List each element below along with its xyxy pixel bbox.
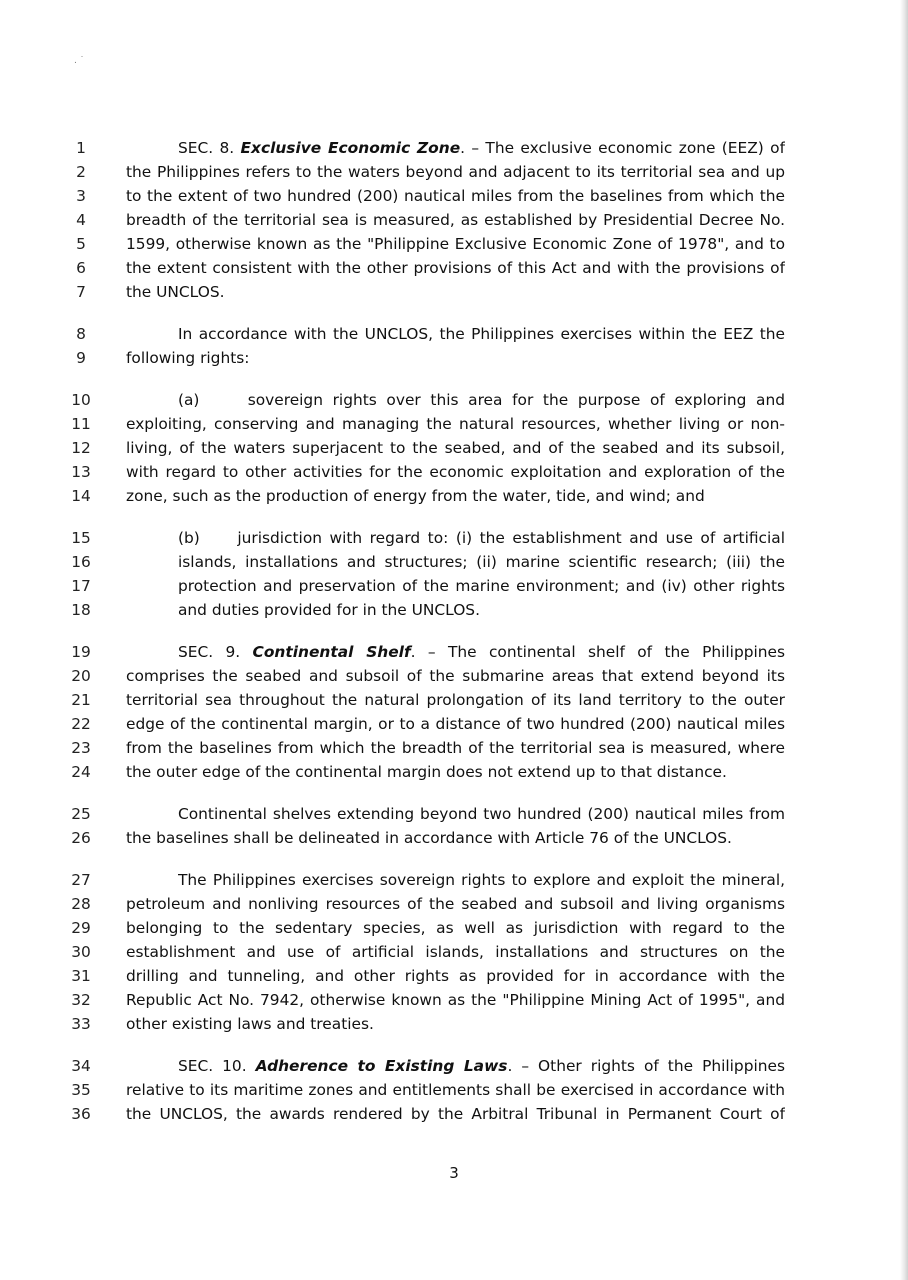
line-number: 30	[71, 943, 91, 961]
document-line	[0, 712, 908, 736]
document-line	[0, 1054, 908, 1078]
document-line	[0, 208, 908, 232]
line-body: breadth of the territorial sea is measured, as established by Presidential Decree No.	[126, 211, 785, 229]
line-body: other existing laws and treaties.	[126, 1015, 374, 1033]
line-number: 23	[71, 739, 91, 757]
paragraph-gap	[0, 850, 908, 868]
line-number: 10	[71, 391, 91, 409]
line-body: (a) sovereign rights over this area for the purpose of exploring and	[178, 391, 785, 409]
line-number: 2	[76, 163, 86, 181]
document-line	[0, 892, 908, 916]
line-text	[178, 526, 785, 550]
line-body: territorial sea throughout the natural prolongation of its land territory to the outer	[126, 691, 785, 709]
line-body: Continental shelves extending beyond two hundred (200) nautical miles from	[178, 805, 785, 823]
document-line	[0, 940, 908, 964]
paragraph	[0, 1054, 908, 1126]
line-number: 20	[71, 667, 91, 685]
line-body: protection and preservation of the marine environment; and (iv) other rights	[178, 577, 785, 595]
line-body: petroleum and nonliving resources of the seabed and subsoil and living organisms	[126, 895, 785, 913]
line-number: 21	[71, 691, 91, 709]
line-number: 31	[71, 967, 91, 985]
page-number: 3	[449, 1164, 459, 1182]
line-text	[126, 736, 785, 760]
paragraph	[0, 802, 908, 850]
line-text	[126, 760, 785, 784]
line-body: the UNCLOS, the awards rendered by the Arbitral Tribunal in Permanent Court of	[126, 1105, 785, 1123]
document-body	[0, 136, 908, 1126]
line-text	[126, 460, 785, 484]
line-text	[126, 916, 785, 940]
document-line	[0, 346, 908, 370]
document-line	[0, 1078, 908, 1102]
document-line	[0, 598, 908, 622]
line-number: 25	[71, 805, 91, 823]
line-number: 26	[71, 829, 91, 847]
line-text	[126, 964, 785, 988]
line-text	[126, 940, 785, 964]
line-body: the outer edge of the continental margin does not extend up to that distance.	[126, 763, 727, 781]
line-number: 13	[71, 463, 91, 481]
line-body: islands, installations and structures; (ii) marine scientific research; (iii) the	[178, 553, 785, 571]
line-number: 15	[71, 529, 91, 547]
line-text	[126, 160, 785, 184]
document-line	[0, 136, 908, 160]
line-text	[126, 184, 785, 208]
line-body: the UNCLOS.	[126, 283, 225, 301]
document-line	[0, 484, 908, 508]
line-number: 9	[76, 349, 86, 367]
scan-specks: . ˙	[74, 56, 85, 66]
document-line	[0, 988, 908, 1012]
document-line	[0, 412, 908, 436]
line-number: 29	[71, 919, 91, 937]
line-text	[126, 664, 785, 688]
line-number: 17	[71, 577, 91, 595]
line-number: 24	[71, 763, 91, 781]
line-number: 3	[76, 187, 86, 205]
line-number: 11	[71, 415, 91, 433]
line-text	[126, 280, 785, 304]
line-number: 33	[71, 1015, 91, 1033]
document-line	[0, 388, 908, 412]
line-body: to the extent of two hundred (200) nautical miles from the baselines from which the	[126, 187, 785, 205]
line-body: from the baselines from which the breadth of the territorial sea is measured, where	[126, 739, 785, 757]
line-body: . – Other rights of the Philippines	[507, 1057, 785, 1075]
line-number: 5	[76, 235, 86, 253]
line-text	[178, 136, 785, 160]
line-body: belonging to the sedentary species, as well as jurisdiction with regard to the	[126, 919, 785, 937]
paragraph	[0, 640, 908, 784]
line-text	[178, 598, 785, 622]
line-number: 1	[76, 139, 86, 157]
line-text	[178, 322, 785, 346]
document-line	[0, 232, 908, 256]
line-body: the baselines shall be delineated in accordance with Article 76 of the UNCLOS.	[126, 829, 732, 847]
line-text	[126, 712, 785, 736]
document-line	[0, 574, 908, 598]
paragraph-gap	[0, 304, 908, 322]
line-number: 36	[71, 1105, 91, 1123]
line-text	[126, 1078, 785, 1102]
document-line	[0, 436, 908, 460]
line-text	[126, 232, 785, 256]
line-text	[178, 550, 785, 574]
line-text	[178, 574, 785, 598]
line-text	[126, 412, 785, 436]
paragraph	[0, 388, 908, 508]
paragraph-gap	[0, 508, 908, 526]
line-body: . – The continental shelf of the Philippines	[410, 643, 785, 661]
line-text	[178, 1054, 785, 1078]
section-label: SEC. 10.	[178, 1057, 256, 1075]
document-line	[0, 322, 908, 346]
document-line	[0, 640, 908, 664]
document-line	[0, 664, 908, 688]
line-body: living, of the waters superjacent to the seabed, and of the seabed and its subsoil,	[126, 439, 785, 457]
section-label: SEC. 8.	[178, 139, 241, 157]
document-line	[0, 802, 908, 826]
line-body: following rights:	[126, 349, 250, 367]
document-line	[0, 526, 908, 550]
document-line	[0, 460, 908, 484]
line-text	[178, 640, 785, 664]
paragraph-gap	[0, 370, 908, 388]
line-number: 6	[76, 259, 86, 277]
document-line	[0, 964, 908, 988]
line-text	[178, 802, 785, 826]
line-text	[126, 208, 785, 232]
line-text	[126, 346, 785, 370]
section-label: SEC. 9.	[178, 643, 253, 661]
line-body: with regard to other activities for the economic exploitation and exploration of the	[126, 463, 785, 481]
line-body: (b) jurisdiction with regard to: (i) the establishment and use of artificial	[178, 529, 785, 547]
document-line	[0, 826, 908, 850]
section-heading: Continental Shelf	[252, 643, 411, 661]
line-text	[178, 388, 785, 412]
line-number: 28	[71, 895, 91, 913]
line-text	[126, 256, 785, 280]
line-number: 7	[76, 283, 86, 301]
line-text	[126, 436, 785, 460]
line-number: 16	[71, 553, 91, 571]
line-body: relative to its maritime zones and entitlements shall be exercised in accordance with	[126, 1081, 785, 1099]
document-line	[0, 760, 908, 784]
line-number: 8	[76, 325, 86, 343]
line-text	[126, 1012, 785, 1036]
line-number: 19	[71, 643, 91, 661]
line-body: comprises the seabed and subsoil of the submarine areas that extend beyond its	[126, 667, 785, 685]
line-number: 32	[71, 991, 91, 1009]
document-line	[0, 916, 908, 940]
line-body: the Philippines refers to the waters beyond and adjacent to its territorial sea and up	[126, 163, 785, 181]
document-line	[0, 1102, 908, 1126]
line-number: 12	[71, 439, 91, 457]
paragraph	[0, 526, 908, 622]
document-line	[0, 736, 908, 760]
document-line	[0, 868, 908, 892]
line-number: 34	[71, 1057, 91, 1075]
document-line	[0, 256, 908, 280]
line-text	[178, 868, 785, 892]
document-line	[0, 184, 908, 208]
document-line	[0, 688, 908, 712]
section-heading: Adherence to Existing Laws	[255, 1057, 508, 1075]
line-body: . – The exclusive economic zone (EEZ) of	[460, 139, 785, 157]
line-body: The Philippines exercises sovereign rights to explore and exploit the mineral,	[178, 871, 785, 889]
paragraph	[0, 322, 908, 370]
paragraph-gap	[0, 784, 908, 802]
line-text	[126, 688, 785, 712]
line-body: edge of the continental margin, or to a distance of two hundred (200) nautical miles	[126, 715, 785, 733]
paragraph-gap	[0, 1036, 908, 1054]
line-number: 22	[71, 715, 91, 733]
line-text	[126, 988, 785, 1012]
line-text	[126, 826, 785, 850]
line-text	[126, 892, 785, 916]
line-text	[126, 1102, 785, 1126]
line-body: drilling and tunneling, and other rights as provided for in accordance with the	[126, 967, 785, 985]
paragraph	[0, 136, 908, 304]
line-number: 18	[71, 601, 91, 619]
line-body: the extent consistent with the other provisions of this Act and with the provisions of	[126, 259, 785, 277]
document-line	[0, 1012, 908, 1036]
line-body: establishment and use of artificial islands, installations and structures on the	[126, 943, 785, 961]
line-body: In accordance with the UNCLOS, the Philippines exercises within the EEZ the	[178, 325, 785, 343]
line-body: and duties provided for in the UNCLOS.	[178, 601, 480, 619]
document-line	[0, 280, 908, 304]
line-body: 1599, otherwise known as the "Philippine Exclusive Economic Zone of 1978", and to	[126, 235, 785, 253]
document-line	[0, 550, 908, 574]
line-number: 4	[76, 211, 86, 229]
line-body: Republic Act No. 7942, otherwise known as the "Philippine Mining Act of 1995", and	[126, 991, 785, 1009]
document-line	[0, 160, 908, 184]
line-text	[126, 484, 785, 508]
line-number: 27	[71, 871, 91, 889]
paragraph-gap	[0, 622, 908, 640]
line-body: zone, such as the production of energy from the water, tide, and wind; and	[126, 487, 705, 505]
line-number: 14	[71, 487, 91, 505]
line-number: 35	[71, 1081, 91, 1099]
line-body: exploiting, conserving and managing the natural resources, whether living or non-	[126, 415, 785, 433]
section-heading: Exclusive Economic Zone	[240, 139, 461, 157]
paragraph	[0, 868, 908, 1036]
